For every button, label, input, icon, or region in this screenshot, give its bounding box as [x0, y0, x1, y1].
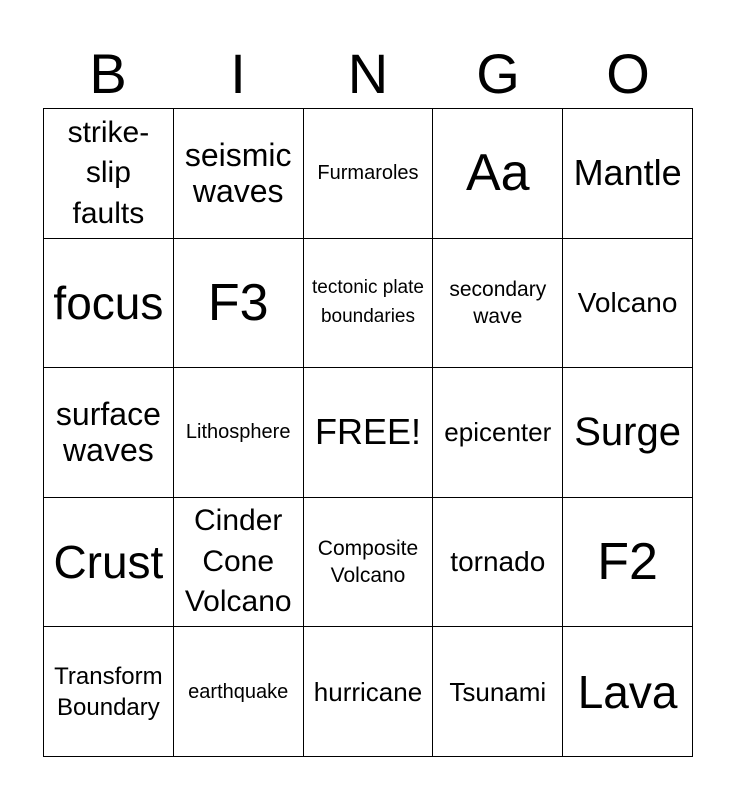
cell-text: secondary wave [449, 277, 547, 328]
bingo-cell [174, 109, 304, 239]
bingo-cell [174, 368, 304, 498]
header-letter-n: N [347, 42, 389, 105]
cell-text: Aa [465, 144, 530, 203]
bingo-cell [174, 239, 304, 369]
bingo-cell [44, 368, 174, 498]
cell-text: Furmaroles [317, 162, 419, 185]
cell-text: Cinder Cone Volcano [184, 504, 292, 619]
bingo-cell [174, 498, 304, 628]
bingo-cell [304, 498, 434, 628]
cell-text: earthquake [188, 680, 289, 703]
bingo-cell [433, 109, 563, 239]
cell-text: Mantle [573, 152, 682, 194]
cell-text: F2 [597, 533, 658, 592]
bingo-cell [304, 627, 434, 757]
cell-text: surface waves [55, 395, 161, 469]
cell-text: tornado [450, 546, 546, 578]
header-letter-o: O [606, 42, 650, 105]
cell-text: focus [53, 276, 164, 329]
bingo-cell [563, 498, 693, 628]
bingo-cell [563, 109, 693, 239]
cell-text: Lithosphere [185, 421, 291, 444]
bingo-cell [44, 109, 174, 239]
cell-text: FREE! [314, 411, 421, 453]
cell-text: Surge [574, 410, 681, 455]
bingo-cell [304, 239, 434, 369]
cell-text: Tsunami [449, 676, 547, 707]
cell-text: Composite Volcano [317, 536, 419, 588]
bingo-cell [304, 109, 434, 239]
cell-text: hurricane [313, 676, 423, 707]
cell-text: tectonic plate boundaries [312, 277, 424, 327]
bingo-cell [433, 498, 563, 628]
cell-text: F3 [207, 273, 269, 332]
bingo-cell [44, 627, 174, 757]
cell-text: epicenter [444, 417, 552, 448]
bingo-cell [563, 239, 693, 369]
cell-text: Crust [53, 536, 164, 589]
bingo-cell [433, 239, 563, 369]
bingo-cell [174, 627, 304, 757]
header-letter-b: B [89, 42, 127, 105]
cell-text: Volcano [577, 286, 678, 318]
bingo-cell [563, 627, 693, 757]
header-letter-g: G [476, 42, 520, 105]
cell-text: Lava [577, 665, 678, 718]
header-letter-i: I [230, 42, 246, 105]
bingo-cell [44, 239, 174, 369]
bingo-cell [304, 368, 434, 498]
cell-text: seismic waves [184, 136, 292, 210]
bingo-header [43, 40, 693, 108]
bingo-cell [563, 368, 693, 498]
bingo-cell [433, 368, 563, 498]
bingo-board [43, 108, 693, 757]
bingo-cell [44, 498, 174, 628]
cell-text: Transform Boundary [54, 662, 163, 721]
cell-text: strike-slip faults [67, 115, 150, 230]
bingo-cell [433, 627, 563, 757]
